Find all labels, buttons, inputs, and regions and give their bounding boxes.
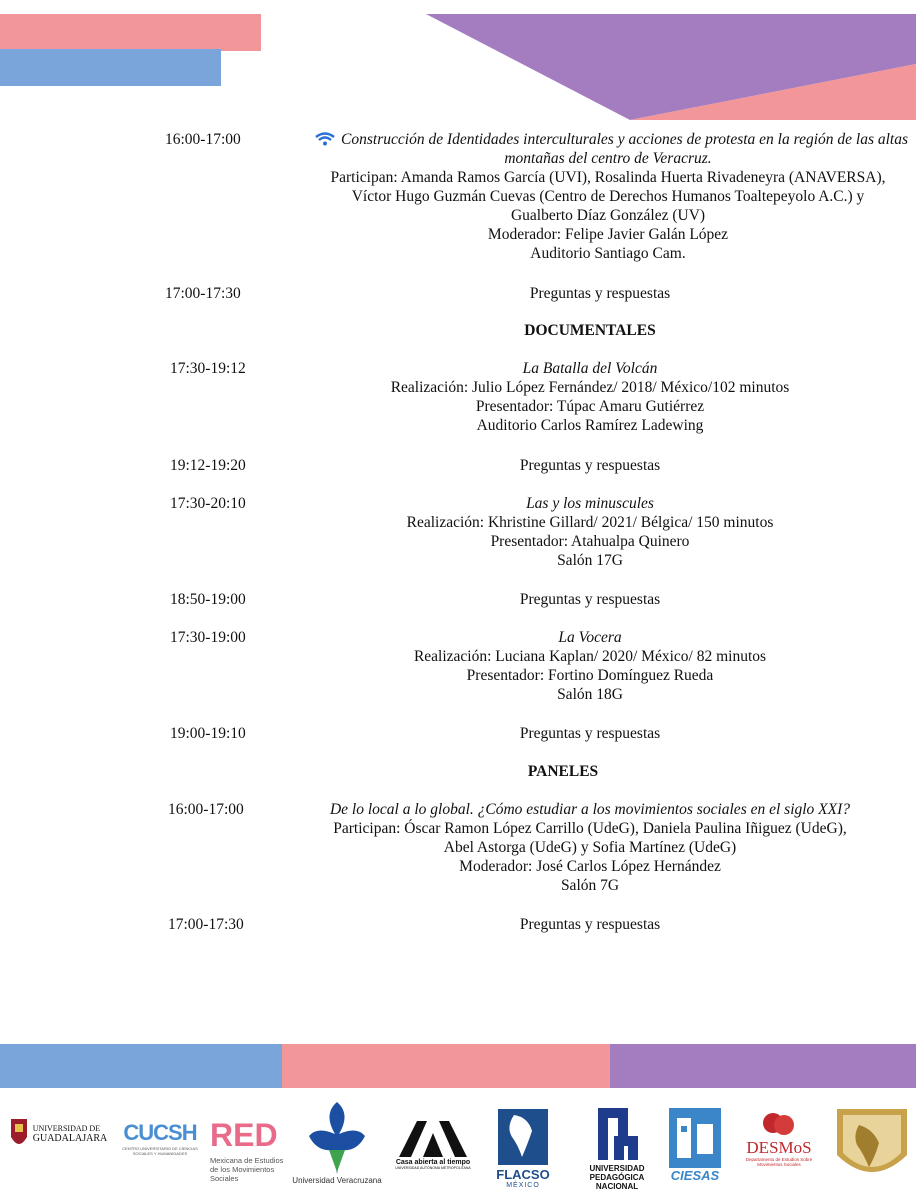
doc-place: Salón 17G bbox=[557, 552, 623, 569]
panel-participants-2: Abel Astorga (UdeG) y Sofia Martínez (UdeG) bbox=[443, 839, 737, 856]
doc-title: Las y los minuscules bbox=[526, 495, 654, 512]
desmos-logo bbox=[736, 1106, 822, 1172]
heading-documentales: DOCUMENTALES bbox=[524, 322, 656, 339]
unam-logo bbox=[832, 1104, 912, 1190]
session-moderator: Moderador: Felipe Javier Galán López bbox=[487, 226, 729, 243]
session-time: 16:00-17:00 bbox=[165, 131, 241, 148]
session-place: Auditorio Santiago Cam. bbox=[530, 245, 686, 262]
doc-time: 17:30-20:10 bbox=[170, 495, 246, 512]
udg-line2: GUADALAJARA bbox=[32, 1133, 108, 1144]
udg-logo bbox=[6, 1112, 110, 1156]
panel-time: 16:00-17:00 bbox=[168, 801, 244, 818]
uv-logo bbox=[284, 1094, 390, 1190]
doc-presenter: Presentador: Fortino Domínguez Rueda bbox=[466, 667, 714, 684]
header-blue-bar bbox=[0, 49, 221, 86]
header-triangles bbox=[420, 14, 916, 120]
uam-text1: Casa abierta al tiempo bbox=[395, 1158, 471, 1166]
doc-place: Salón 18G bbox=[557, 686, 623, 703]
session-participants-1: Participan: Amanda Ramos García (UVI), Rosalinda Huerta Rivadeneyra (ANAVERSA), bbox=[330, 169, 886, 186]
ciesas-logo bbox=[666, 1104, 724, 1186]
qa-label: Preguntas y respuestas bbox=[519, 457, 661, 474]
session-details bbox=[268, 130, 908, 263]
qa-time: 19:00-19:10 bbox=[170, 725, 246, 742]
cucsh-text: CUCSH bbox=[123, 1120, 197, 1145]
upn-logo bbox=[576, 1100, 658, 1196]
panel-participants-1: Participan: Óscar Ramon López Carrillo (UdeG), Daniela Paulina Iñiguez (UdeG), bbox=[333, 820, 847, 837]
desmos-fist-icon bbox=[762, 1111, 796, 1139]
session-participants-2: Víctor Hugo Guzmán Cuevas (Centro de Derechos Humanos Toaltepeyolo A.C.) y bbox=[351, 188, 865, 205]
flacso-text: FLACSO bbox=[496, 1167, 550, 1182]
qa-label: Preguntas y respuestas bbox=[519, 725, 661, 742]
doc-realization: Realización: Khristine Gillard/ 2021/ Bélgica/ 150 minutos bbox=[406, 514, 774, 531]
upn-text1: UNIVERSIDAD bbox=[589, 1163, 645, 1173]
desmos-subtext: Departamento de Estudios Sobre Movimientos Sociales bbox=[745, 1157, 813, 1167]
upn-symbol-icon bbox=[594, 1106, 640, 1164]
qa-time: 17:00-17:30 bbox=[165, 285, 241, 302]
uam-logo bbox=[390, 1110, 476, 1178]
ciesas-text: CIESAS bbox=[670, 1167, 720, 1183]
desmos-text: DESMoS bbox=[746, 1138, 812, 1157]
cucsh-logo bbox=[120, 1112, 200, 1164]
uv-flower-icon bbox=[307, 1100, 367, 1176]
flacso-map-icon bbox=[498, 1109, 548, 1165]
doc-realization: Realización: Luciana Kaplan/ 2020/ México/ 82 minutos bbox=[413, 648, 767, 665]
qa-label: Preguntas y respuestas bbox=[529, 285, 671, 302]
red-text: RED bbox=[210, 1116, 278, 1153]
uv-text: Universidad Veracruzana bbox=[292, 1175, 382, 1185]
session-title-line2: montañas del centro de Veracruz. bbox=[504, 150, 712, 167]
session-participants-3: Gualberto Díaz González (UV) bbox=[510, 207, 706, 224]
header-pink-bar bbox=[0, 14, 261, 51]
unam-seal-icon bbox=[833, 1105, 911, 1189]
flacso-subtext: MÉXICO bbox=[506, 1182, 540, 1189]
ciesas-emblem-icon bbox=[669, 1108, 721, 1168]
qa-label: Preguntas y respuestas bbox=[519, 916, 661, 933]
qa-label: Preguntas y respuestas bbox=[519, 591, 661, 608]
doc-presenter: Presentador: Túpac Amaru Gutiérrez bbox=[475, 398, 705, 415]
footer-purple-bar bbox=[610, 1044, 916, 1088]
red-sub1: Mexicana de Estudios bbox=[210, 1155, 284, 1165]
qa-time: 18:50-19:00 bbox=[170, 591, 246, 608]
red-sub2: de los Movimientos bbox=[210, 1164, 275, 1174]
doc-time: 17:30-19:00 bbox=[170, 629, 246, 646]
footer-blue-bar bbox=[0, 1044, 282, 1088]
upn-text3: NACIONAL bbox=[595, 1181, 639, 1191]
uam-text2: UNIVERSIDAD AUTÓNOMA METROPOLITANA bbox=[395, 1165, 471, 1170]
qa-time: 19:12-19:20 bbox=[170, 457, 246, 474]
red-sub3: Sociales bbox=[210, 1173, 239, 1183]
doc-realization: Realización: Julio López Fernández/ 2018/ México/102 minutos bbox=[390, 379, 790, 396]
panel-title: De lo local a lo global. ¿Cómo estudiar a los movimientos sociales en el siglo XXI? bbox=[329, 801, 851, 818]
panel-place: Salón 7G bbox=[560, 877, 620, 894]
flacso-logo bbox=[494, 1100, 552, 1198]
wifi-icon bbox=[315, 132, 335, 146]
udg-line1: UNIVERSIDAD DE bbox=[32, 1124, 101, 1133]
doc-title: La Batalla del Volcán bbox=[522, 360, 658, 377]
doc-place: Auditorio Carlos Ramírez Ladewing bbox=[476, 417, 704, 434]
panel-moderator: Moderador: José Carlos López Hernández bbox=[459, 858, 721, 875]
doc-time: 17:30-19:12 bbox=[170, 360, 246, 377]
udg-shield-icon bbox=[9, 1117, 29, 1151]
footer-pink-bar bbox=[282, 1044, 610, 1088]
session-title-line1: Construcción de Identidades interculturales y acciones de protesta en la región de las altas bbox=[341, 131, 908, 148]
doc-title: La Vocera bbox=[558, 629, 622, 646]
heading-paneles: PANELES bbox=[527, 763, 599, 780]
doc-presenter: Presentador: Atahualpa Quinero bbox=[490, 533, 690, 550]
upn-text2: PEDAGÓGICA bbox=[589, 1172, 645, 1182]
red-logo bbox=[210, 1112, 290, 1188]
uam-symbol-icon bbox=[397, 1119, 469, 1159]
cucsh-subtext: CENTRO UNIVERSITARIO DE CIENCIAS SOCIALES Y HUMANIDADES bbox=[122, 1146, 198, 1156]
qa-time: 17:00-17:30 bbox=[168, 916, 244, 933]
